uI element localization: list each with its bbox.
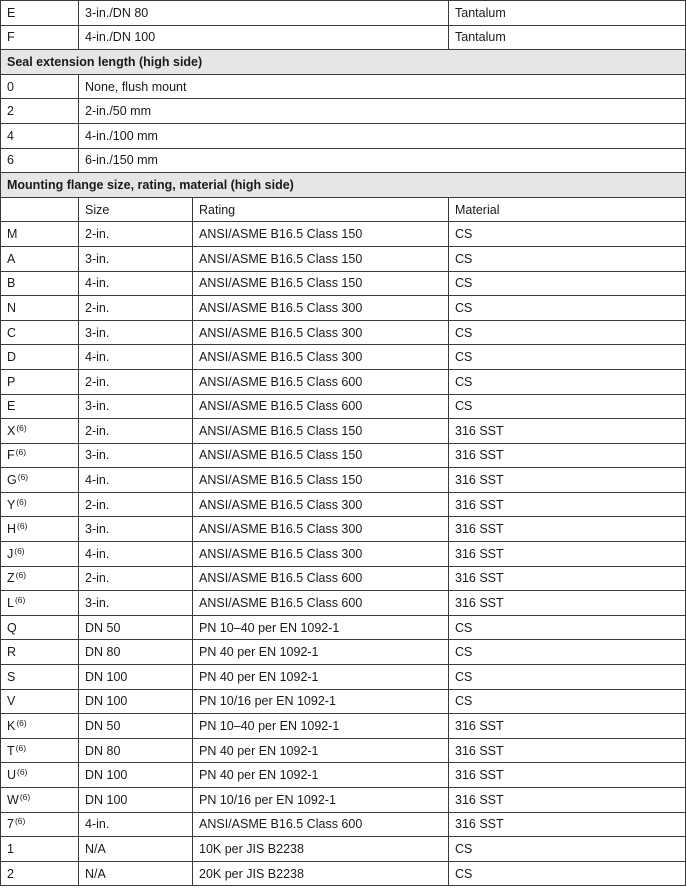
flange-size: N/A <box>79 837 193 862</box>
flange-material: CS <box>449 837 686 862</box>
footnote-ref: (6) <box>16 718 27 729</box>
flange-rating: PN 40 per EN 1092-1 <box>193 640 449 665</box>
option-code: F <box>1 25 79 50</box>
table-row <box>1 419 686 444</box>
flange-rating: ANSI/ASME B16.5 Class 150 <box>193 271 449 296</box>
flange-size: DN 100 <box>79 763 193 788</box>
flange-size: DN 100 <box>79 689 193 714</box>
option-code: L <box>7 596 14 611</box>
table-row <box>1 99 686 124</box>
option-code: A <box>7 251 16 266</box>
table-row <box>1 369 686 394</box>
footnote-ref: (6) <box>15 447 27 458</box>
flange-material: 316 SST <box>449 714 686 739</box>
option-code: 0 <box>1 74 79 99</box>
footnote-ref: (6) <box>15 570 27 581</box>
flange-material: CS <box>449 640 686 665</box>
option-code-cell <box>1 345 79 370</box>
flange-rating: PN 10/16 per EN 1092-1 <box>193 788 449 813</box>
option-code: Q <box>7 620 17 635</box>
option-code: E <box>1 1 79 26</box>
flange-material: CS <box>449 222 686 247</box>
option-code: K <box>7 719 16 734</box>
flange-material: CS <box>449 320 686 345</box>
table-row <box>1 566 686 591</box>
table-row <box>1 123 686 148</box>
flange-rating: PN 40 per EN 1092-1 <box>193 763 449 788</box>
option-code-cell <box>1 443 79 468</box>
option-code: S <box>7 669 16 684</box>
option-code: X <box>7 423 16 438</box>
table-row <box>1 665 686 690</box>
flange-size: DN 80 <box>79 738 193 763</box>
option-code-cell <box>1 640 79 665</box>
flange-material: CS <box>449 665 686 690</box>
option-code: 2 <box>1 99 79 124</box>
flange-size: 3-in. <box>79 591 193 616</box>
option-code-cell <box>1 517 79 542</box>
option-code: 6 <box>1 148 79 173</box>
flange-material: 316 SST <box>449 788 686 813</box>
flange-material: CS <box>449 369 686 394</box>
table-row <box>1 763 686 788</box>
section-heading: Seal extension length (high side) <box>1 50 686 75</box>
option-size: 3-in./DN 80 <box>79 1 449 26</box>
flange-size: 2-in. <box>79 369 193 394</box>
option-code-cell <box>1 246 79 271</box>
flange-material: 316 SST <box>449 763 686 788</box>
flange-rating: ANSI/ASME B16.5 Class 600 <box>193 812 449 837</box>
option-code: E <box>7 399 16 414</box>
flange-material: CS <box>449 345 686 370</box>
flange-size: 3-in. <box>79 443 193 468</box>
flange-material: 316 SST <box>449 542 686 567</box>
flange-rating: ANSI/ASME B16.5 Class 300 <box>193 320 449 345</box>
column-header-material: Material <box>449 197 686 222</box>
column-header-row <box>1 197 686 222</box>
flange-material: 316 SST <box>449 419 686 444</box>
flange-rating: 10K per JIS B2238 <box>193 837 449 862</box>
option-description: 4-in./100 mm <box>79 123 686 148</box>
flange-material: 316 SST <box>449 443 686 468</box>
table-row <box>1 615 686 640</box>
option-size: 4-in./DN 100 <box>79 25 449 50</box>
option-code: B <box>7 276 16 291</box>
footnote-ref: (6) <box>17 521 28 532</box>
flange-rating: PN 10–40 per EN 1092-1 <box>193 714 449 739</box>
option-material: Tantalum <box>449 25 686 50</box>
flange-rating: ANSI/ASME B16.5 Class 150 <box>193 246 449 271</box>
option-code-cell <box>1 837 79 862</box>
flange-size: 4-in. <box>79 271 193 296</box>
flange-material: 316 SST <box>449 492 686 517</box>
table-row <box>1 394 686 419</box>
option-code-cell <box>1 271 79 296</box>
footnote-ref: (6) <box>16 496 27 507</box>
table-row <box>1 492 686 517</box>
table-row <box>1 246 686 271</box>
table-row <box>1 74 686 99</box>
flange-size: 4-in. <box>79 542 193 567</box>
table-row <box>1 222 686 247</box>
footnote-ref: (6) <box>17 472 29 483</box>
option-code-cell <box>1 296 79 321</box>
footnote-ref: (6) <box>14 545 25 556</box>
flange-size: DN 100 <box>79 788 193 813</box>
flange-material: 316 SST <box>449 591 686 616</box>
flange-rating: ANSI/ASME B16.5 Class 150 <box>193 443 449 468</box>
flange-rating: ANSI/ASME B16.5 Class 300 <box>193 296 449 321</box>
option-code-cell <box>1 763 79 788</box>
table-row <box>1 591 686 616</box>
option-code-cell <box>1 394 79 419</box>
flange-material: CS <box>449 271 686 296</box>
option-code: U <box>7 768 17 783</box>
flange-rating: ANSI/ASME B16.5 Class 150 <box>193 468 449 493</box>
option-code-cell <box>1 468 79 493</box>
option-code-cell <box>1 738 79 763</box>
flange-rating: ANSI/ASME B16.5 Class 600 <box>193 394 449 419</box>
flange-rating: ANSI/ASME B16.5 Class 300 <box>193 517 449 542</box>
table-row <box>1 542 686 567</box>
flange-rating: ANSI/ASME B16.5 Class 150 <box>193 419 449 444</box>
flange-rating: PN 40 per EN 1092-1 <box>193 665 449 690</box>
section-heading: Mounting flange size, rating, material (high side) <box>1 173 686 198</box>
footnote-ref: (6) <box>16 422 27 433</box>
option-code-cell <box>1 689 79 714</box>
column-header-size: Size <box>79 197 193 222</box>
table-row <box>1 345 686 370</box>
option-code: T <box>7 743 15 758</box>
option-code: Y <box>7 497 16 512</box>
flange-material: CS <box>449 689 686 714</box>
table-row <box>1 296 686 321</box>
flange-material: 316 SST <box>449 812 686 837</box>
table-row <box>1 812 686 837</box>
option-code-cell <box>1 812 79 837</box>
table-row <box>1 714 686 739</box>
table-row <box>1 517 686 542</box>
option-code: V <box>7 694 16 709</box>
flange-size: 3-in. <box>79 517 193 542</box>
table-row <box>1 689 686 714</box>
option-material: Tantalum <box>449 1 686 26</box>
option-description: None, flush mount <box>79 74 686 99</box>
column-header-rating: Rating <box>193 197 449 222</box>
table-row <box>1 738 686 763</box>
flange-rating: ANSI/ASME B16.5 Class 600 <box>193 591 449 616</box>
flange-size: 2-in. <box>79 566 193 591</box>
table-row <box>1 640 686 665</box>
option-code-cell <box>1 788 79 813</box>
option-code: J <box>7 546 14 561</box>
section-heading-row <box>1 50 686 75</box>
footnote-ref: (6) <box>19 791 31 802</box>
flange-size: 3-in. <box>79 394 193 419</box>
option-code-cell <box>1 566 79 591</box>
table-row <box>1 443 686 468</box>
flange-size: 4-in. <box>79 468 193 493</box>
flange-rating: ANSI/ASME B16.5 Class 300 <box>193 345 449 370</box>
column-header-code <box>1 197 79 222</box>
flange-material: 316 SST <box>449 468 686 493</box>
flange-size: DN 100 <box>79 665 193 690</box>
flange-size: 2-in. <box>79 222 193 247</box>
option-code-cell <box>1 861 79 886</box>
option-code: G <box>7 473 17 488</box>
flange-size: 4-in. <box>79 345 193 370</box>
option-description: 2-in./50 mm <box>79 99 686 124</box>
option-code: N <box>7 300 17 315</box>
table-row <box>1 837 686 862</box>
flange-material: 316 SST <box>449 517 686 542</box>
table-row <box>1 1 686 26</box>
flange-rating: PN 10/16 per EN 1092-1 <box>193 689 449 714</box>
option-code: M <box>7 227 18 242</box>
option-code-cell <box>1 369 79 394</box>
flange-size: N/A <box>79 861 193 886</box>
flange-size: 2-in. <box>79 296 193 321</box>
flange-size: 3-in. <box>79 246 193 271</box>
option-code: W <box>7 792 19 807</box>
option-code-cell <box>1 591 79 616</box>
table-row <box>1 468 686 493</box>
option-description: 6-in./150 mm <box>79 148 686 173</box>
option-code: 4 <box>1 123 79 148</box>
flange-material: 316 SST <box>449 738 686 763</box>
flange-size: DN 80 <box>79 640 193 665</box>
option-code: C <box>7 325 17 340</box>
flange-rating: ANSI/ASME B16.5 Class 150 <box>193 222 449 247</box>
table-row <box>1 271 686 296</box>
option-code-cell <box>1 615 79 640</box>
flange-size: 3-in. <box>79 320 193 345</box>
option-code-cell <box>1 320 79 345</box>
option-code: R <box>7 645 17 660</box>
flange-rating: ANSI/ASME B16.5 Class 600 <box>193 369 449 394</box>
flange-rating: ANSI/ASME B16.5 Class 600 <box>193 566 449 591</box>
option-code: F <box>7 448 15 463</box>
footnote-ref: (6) <box>14 595 26 606</box>
table-row <box>1 25 686 50</box>
section-heading-row <box>1 173 686 198</box>
footnote-ref: (6) <box>17 767 28 778</box>
flange-material: CS <box>449 394 686 419</box>
table-row <box>1 320 686 345</box>
option-code-cell <box>1 542 79 567</box>
option-code-cell <box>1 492 79 517</box>
flange-size: 4-in. <box>79 812 193 837</box>
footnote-ref: (6) <box>14 816 26 827</box>
flange-size: 2-in. <box>79 492 193 517</box>
flange-size: DN 50 <box>79 615 193 640</box>
flange-material: CS <box>449 246 686 271</box>
option-code: 2 <box>7 866 14 881</box>
option-code: D <box>7 350 17 365</box>
option-code: 7 <box>7 817 14 832</box>
flange-size: DN 50 <box>79 714 193 739</box>
flange-rating: PN 10–40 per EN 1092-1 <box>193 615 449 640</box>
flange-rating: PN 40 per EN 1092-1 <box>193 738 449 763</box>
option-code-cell <box>1 714 79 739</box>
table-row <box>1 788 686 813</box>
flange-rating: ANSI/ASME B16.5 Class 300 <box>193 542 449 567</box>
footnote-ref: (6) <box>15 742 27 753</box>
option-code-cell <box>1 665 79 690</box>
option-code: P <box>7 374 16 389</box>
flange-rating: ANSI/ASME B16.5 Class 300 <box>193 492 449 517</box>
flange-material: CS <box>449 296 686 321</box>
option-code-cell <box>1 419 79 444</box>
flange-material: 316 SST <box>449 566 686 591</box>
table-row <box>1 148 686 173</box>
option-code: Z <box>7 571 15 586</box>
option-code-cell <box>1 222 79 247</box>
flange-size: 2-in. <box>79 419 193 444</box>
option-code: 1 <box>7 841 14 856</box>
flange-material: CS <box>449 861 686 886</box>
ordering-table-body <box>1 1 686 886</box>
flange-material: CS <box>449 615 686 640</box>
option-code: H <box>7 522 17 537</box>
flange-rating: 20K per JIS B2238 <box>193 861 449 886</box>
table-row <box>1 861 686 886</box>
